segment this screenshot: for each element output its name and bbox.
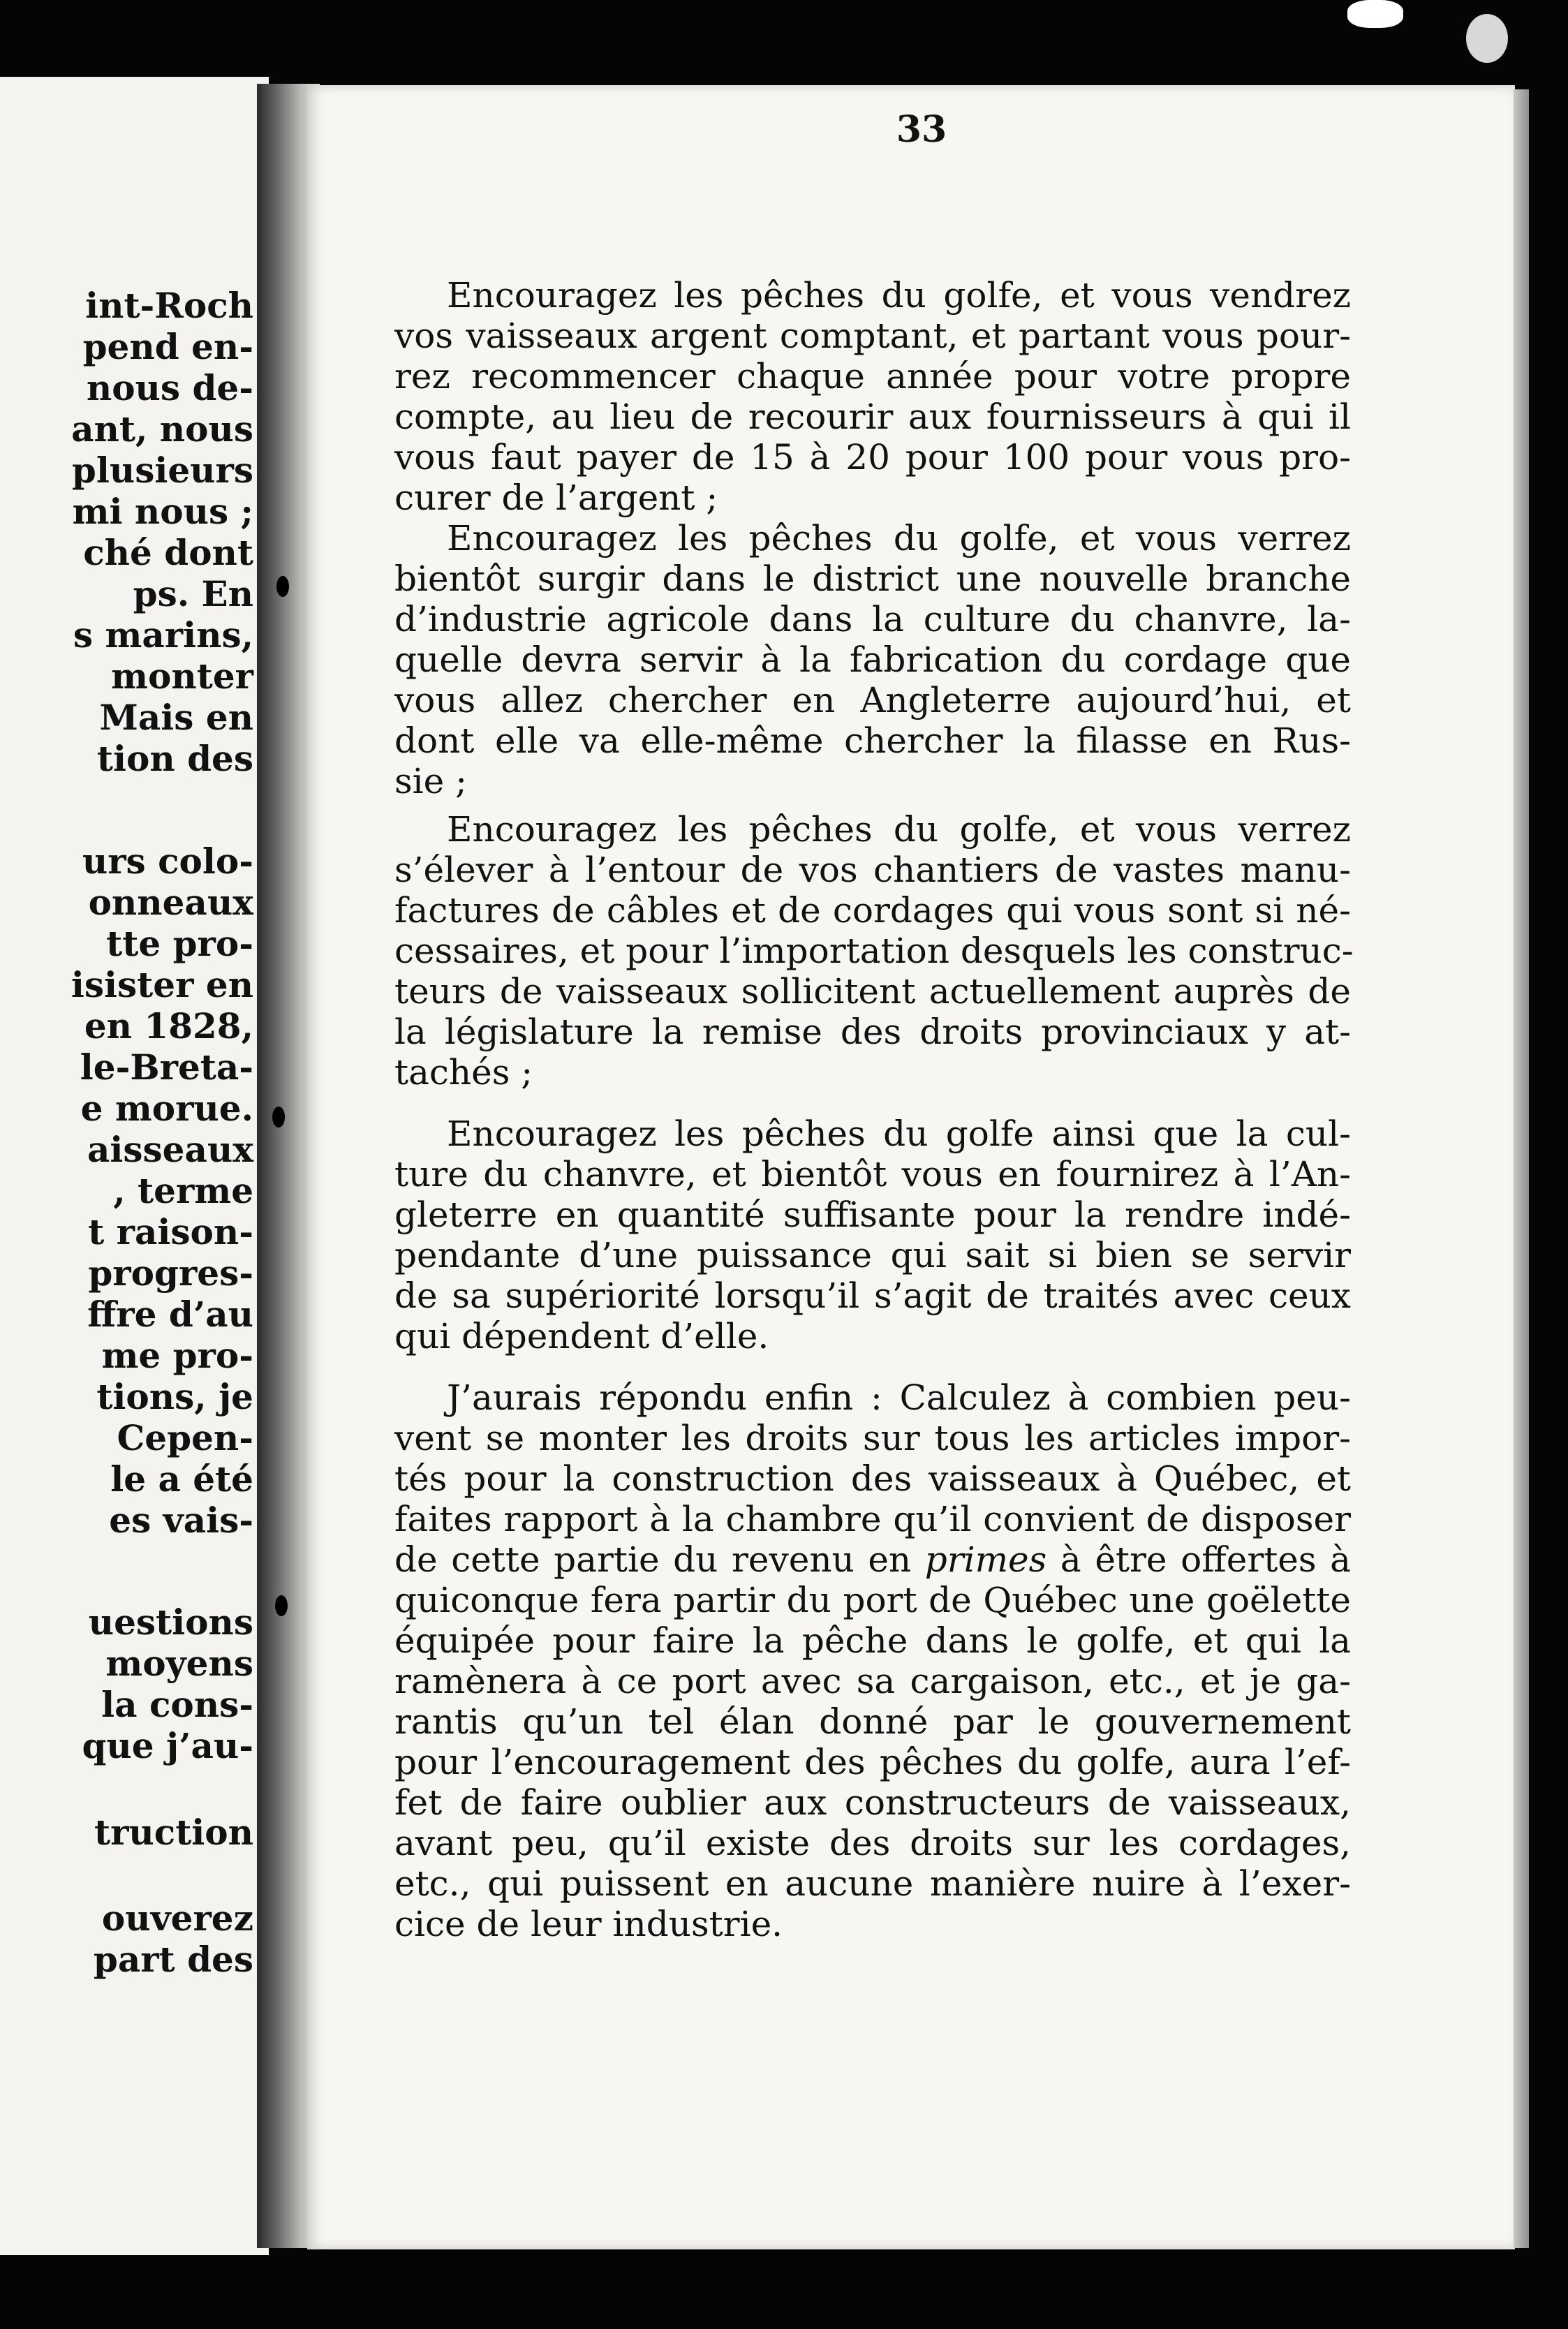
text-line: Encouragez les pêches du golfe, et vous vendrez bbox=[447, 275, 1351, 316]
left-line: moyens bbox=[105, 1643, 253, 1684]
left-line: ffre d’au bbox=[87, 1294, 253, 1335]
text-line: J’aurais répondu enfin : Calculez à combien peu- bbox=[447, 1377, 1351, 1418]
left-line: s marins, bbox=[73, 614, 253, 656]
left-line: tte pro- bbox=[106, 923, 253, 964]
left-line: truction bbox=[94, 1812, 253, 1853]
text-line: Encouragez les pêches du golfe, et vous verrez bbox=[447, 518, 1351, 559]
text-line: fet de faire oublier aux constructeurs de vaisseaux, bbox=[394, 1782, 1351, 1823]
left-line: que j’au- bbox=[82, 1725, 253, 1766]
text-line: sie ; bbox=[394, 761, 467, 801]
left-line: en 1828, bbox=[84, 1005, 253, 1047]
text-line: etc., qui puissent en aucune manière nuire à l’exer- bbox=[394, 1863, 1351, 1904]
left-line: , terme bbox=[113, 1170, 253, 1211]
left-line: es vais- bbox=[109, 1500, 253, 1541]
text-line: équipée pour faire la pêche dans le golfe, et qui la bbox=[394, 1620, 1351, 1661]
text-line: dont elle va elle-même chercher la filasse en Rus- bbox=[394, 720, 1351, 761]
left-line: nous de- bbox=[86, 367, 253, 408]
text-line: vous allez chercher en Angleterre aujourd’hui, et bbox=[394, 680, 1351, 720]
left-line: la cons- bbox=[101, 1684, 253, 1725]
binding-hole bbox=[276, 576, 289, 597]
text-line: pendante d’une puissance qui sait si bien se servir bbox=[394, 1235, 1351, 1276]
left-line: aisseaux bbox=[87, 1129, 253, 1170]
left-line: ant, nous bbox=[71, 408, 253, 450]
left-line: ché dont bbox=[83, 532, 253, 573]
page-number: 33 bbox=[896, 108, 947, 151]
text-line: pour l’encouragement des pêches du golfe, aura l’ef- bbox=[394, 1742, 1351, 1782]
left-line: plusieurs bbox=[71, 450, 253, 491]
left-line: isister en bbox=[71, 964, 253, 1005]
binding-hole bbox=[275, 1595, 288, 1616]
text-line: faites rapport à la chambre qu’il convient de disposer bbox=[394, 1499, 1351, 1539]
text-line: tachés ; bbox=[394, 1052, 533, 1093]
text-line: s’élever à l’entour de vos chantiers de vastes manu- bbox=[394, 850, 1351, 890]
text-run: à être offertes à bbox=[1060, 1539, 1351, 1580]
text-line: quiconque fera partir du port de Québec une goëlette bbox=[394, 1580, 1351, 1620]
left-line: t raison- bbox=[88, 1211, 253, 1252]
text-line: rez recommencer chaque année pour votre propre bbox=[394, 356, 1351, 397]
left-line: ps. En bbox=[133, 573, 253, 614]
text-line: ture du chanvre, et bientôt vous en fournirez à l’An- bbox=[394, 1154, 1351, 1195]
text-line: de sa supériorité lorsqu’il s’agit de traités avec ceux bbox=[394, 1276, 1351, 1316]
left-line: part des bbox=[93, 1939, 253, 1980]
text-line: vous faut payer de 15 à 20 pour 100 pour vous pro- bbox=[394, 437, 1351, 478]
text-line: gleterre en quantité suffisante pour la rendre indé- bbox=[394, 1195, 1351, 1235]
scan-speck bbox=[1466, 14, 1508, 63]
text-line: Encouragez les pêches du golfe ainsi que la cul- bbox=[447, 1114, 1351, 1154]
text-line-with-italic bbox=[394, 1540, 1351, 1579]
left-line: progres- bbox=[88, 1252, 253, 1294]
left-line: urs colo- bbox=[82, 841, 253, 882]
left-page-fragment bbox=[0, 77, 269, 2255]
text-line: curer de l’argent ; bbox=[394, 478, 718, 518]
left-line: uestions bbox=[88, 1602, 253, 1643]
text-line: qui dépendent d’elle. bbox=[394, 1316, 769, 1356]
left-line: le a été bbox=[110, 1458, 253, 1500]
text-line: compte, au lieu de recourir aux fournisseurs à qui il bbox=[394, 397, 1351, 437]
left-line: me pro- bbox=[101, 1335, 253, 1376]
text-line: ramènera à ce port avec sa cargaison, etc., et je ga- bbox=[394, 1661, 1351, 1701]
text-line: cice de leur industrie. bbox=[394, 1904, 783, 1944]
left-line: monter bbox=[111, 656, 253, 697]
text-run: de cette partie du revenu en bbox=[394, 1539, 912, 1580]
scan-speck bbox=[1347, 0, 1403, 28]
left-line: tion des bbox=[96, 738, 253, 779]
left-line: onneaux bbox=[88, 882, 253, 923]
text-line: quelle devra servir à la fabrication du cordage que bbox=[394, 639, 1351, 680]
left-line: Mais en bbox=[99, 697, 253, 738]
text-line: d’industrie agricole dans la culture du chanvre, la- bbox=[394, 599, 1351, 639]
left-line: le-Breta- bbox=[80, 1047, 253, 1088]
text-line: la législature la remise des droits provinciaux y at- bbox=[394, 1012, 1351, 1052]
text-line: rantis qu’un tel élan donné par le gouvernement bbox=[394, 1701, 1351, 1742]
text-line: vos vaisseaux argent comptant, et partant vous pour- bbox=[394, 316, 1351, 356]
text-line: cessaires, et pour l’importation desquels les construc- bbox=[394, 931, 1354, 971]
left-line: pend en- bbox=[82, 326, 253, 367]
left-line: e morue. bbox=[80, 1088, 253, 1129]
text-line: tés pour la construction des vaisseaux à Québec, et bbox=[394, 1458, 1351, 1499]
text-line: teurs de vaisseaux sollicitent actuellement auprès de bbox=[394, 971, 1351, 1012]
italic-word: primes bbox=[924, 1539, 1047, 1580]
left-line: mi nous ; bbox=[72, 491, 253, 532]
text-line: vent se monter les droits sur tous les articles impor- bbox=[394, 1418, 1351, 1458]
left-line: tions, je bbox=[96, 1376, 253, 1417]
left-line: int-Roch bbox=[85, 285, 253, 326]
left-line: Cepen- bbox=[117, 1417, 253, 1458]
text-line: Encouragez les pêches du golfe, et vous verrez bbox=[447, 809, 1351, 850]
binding-hole bbox=[272, 1107, 285, 1127]
left-line: ouverez bbox=[101, 1898, 253, 1939]
text-line: avant peu, qu’il existe des droits sur les cordages, bbox=[394, 1823, 1351, 1863]
text-line: bientôt surgir dans le district une nouvelle branche bbox=[394, 559, 1351, 599]
page-edge bbox=[1514, 89, 1529, 2248]
text-line: factures de câbles et de cordages qui vous sont si né- bbox=[394, 890, 1351, 931]
